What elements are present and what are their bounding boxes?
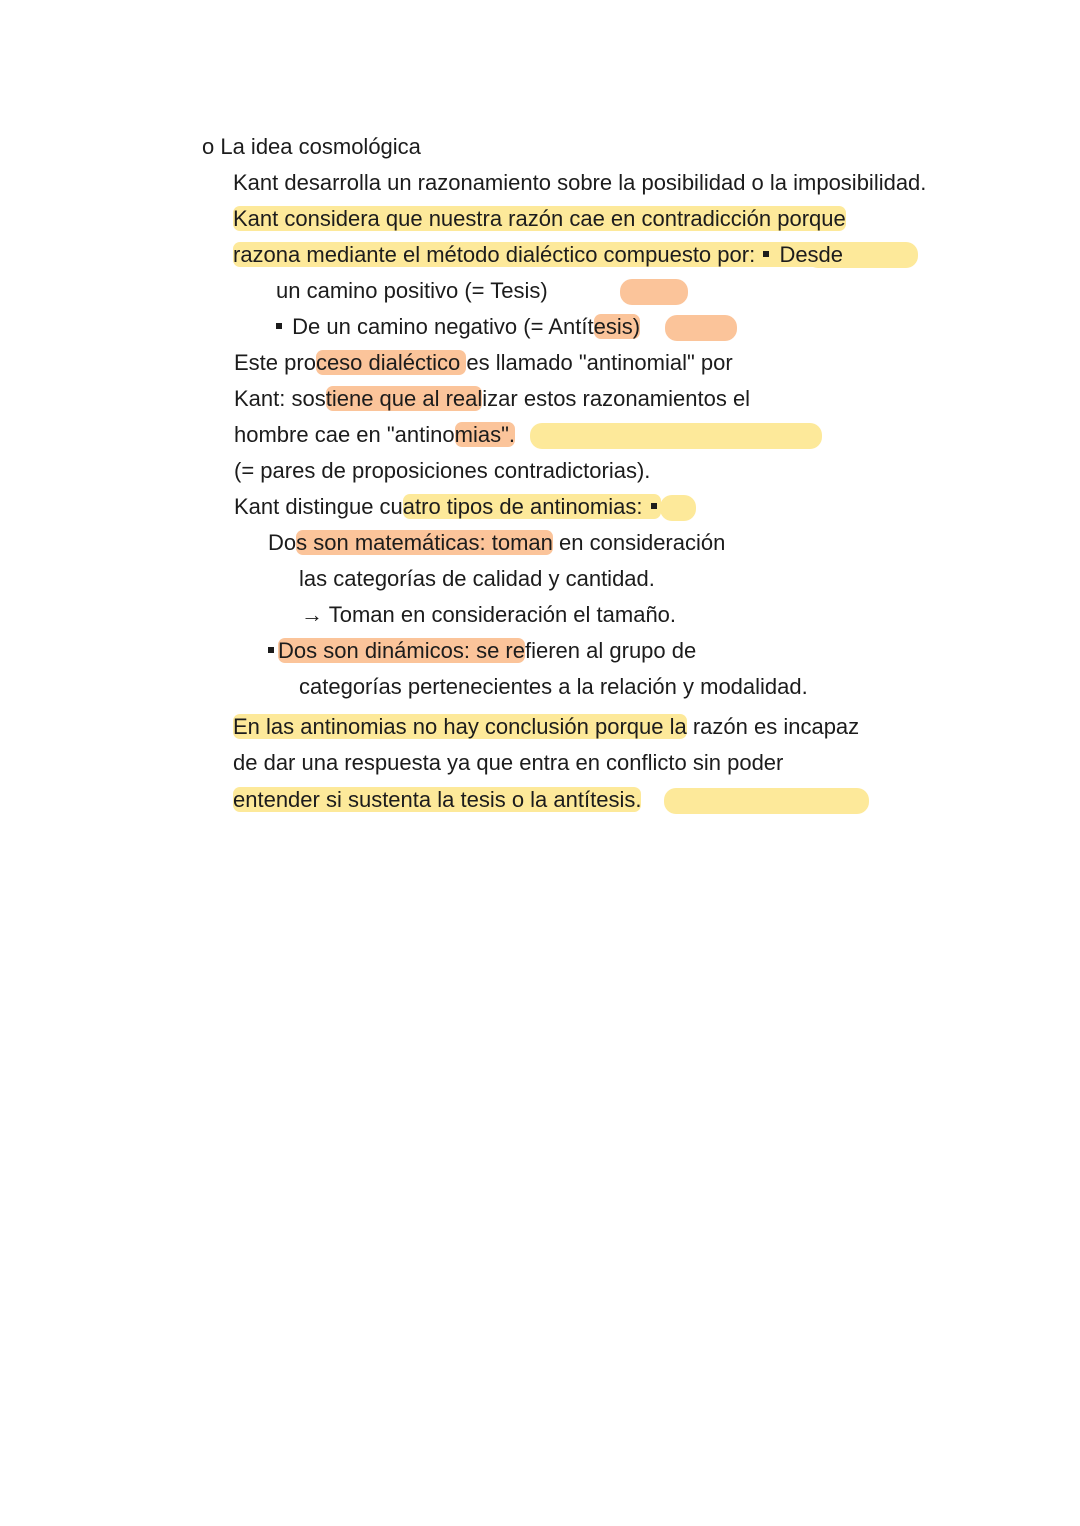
text-line	[234, 348, 733, 378]
arrow-right-icon: →	[301, 602, 323, 627]
text-span: Kant: sos	[234, 386, 326, 411]
text-line: Kant desarrolla un razonamiento sobre la posibilidad o la imposibilidad.	[233, 170, 927, 195]
highlight-orange: mias".	[454, 422, 515, 447]
text-line	[234, 492, 661, 522]
text-line	[234, 384, 750, 414]
text-span: Kant distingue cu	[234, 494, 403, 519]
text-span: en consideración	[552, 530, 726, 555]
highlight-orange: Dos son dinámicos: se re	[278, 638, 525, 663]
text-line	[234, 420, 515, 450]
bullet-icon	[651, 503, 657, 509]
text-line: de dar una respuesta ya que entra en conflicto sin poder	[233, 750, 784, 775]
text-line	[233, 785, 641, 815]
text-line	[268, 528, 725, 558]
text-span: Do	[268, 530, 297, 555]
text-span: Desde	[779, 242, 844, 267]
text-line	[233, 204, 846, 234]
highlight-orange: ceso dialéctico	[315, 350, 467, 375]
text-line	[266, 636, 696, 666]
highlight-orange: s son matemáticas: toman	[296, 530, 553, 555]
highlight-yellow: Kant considera que nuestra razón cae en contradicción porque	[233, 206, 846, 231]
highlight-mark	[660, 495, 696, 521]
highlight-yellow: entender si sustenta la tesis o la antítesis.	[233, 787, 642, 812]
text-line: categorías pertenecientes a la relación y modalidad.	[299, 674, 808, 699]
text-span: razón es incapaz	[686, 714, 860, 739]
bullet-icon	[763, 251, 769, 257]
highlight-yellow	[233, 242, 843, 267]
highlight-mark	[665, 315, 737, 341]
text-span: Este pro	[234, 350, 316, 375]
text-line	[274, 312, 640, 342]
text-span: hombre cae en "antino	[234, 422, 455, 447]
text-span: Toman en consideración el tamaño.	[323, 602, 677, 627]
text-line	[233, 712, 859, 742]
highlight-yellow: En las antinomias no hay conclusión porque la	[233, 714, 687, 739]
highlight-mark	[620, 279, 688, 305]
bullet-icon	[268, 647, 274, 653]
highlight-orange: esis)	[593, 314, 641, 339]
text-line	[301, 600, 676, 630]
text-line: (= pares de proposiciones contradictorias).	[234, 458, 651, 483]
text-line: las categorías de calidad y cantidad.	[299, 566, 655, 591]
text-line: un camino positivo (= Tesis)	[276, 278, 548, 303]
text-span: es llamado "antinomial" por	[466, 350, 733, 375]
section-heading: o La idea cosmológica	[202, 134, 421, 159]
highlight-mark	[530, 423, 822, 449]
text-line	[233, 240, 843, 270]
text-span: fieren al grupo de	[525, 638, 697, 663]
text-span: izar estos razonamientos el	[482, 386, 751, 411]
text-span: atro tipos de antinomias:	[402, 494, 649, 519]
highlight-yellow	[403, 494, 661, 519]
highlight-mark	[664, 788, 869, 814]
bullet-icon	[276, 323, 282, 329]
highlight-orange: tiene que al real	[325, 386, 483, 411]
text-span: razona mediante el método dialéctico compuesto por:	[233, 242, 762, 267]
text-span: De un camino negativo (= Antít	[292, 314, 594, 339]
